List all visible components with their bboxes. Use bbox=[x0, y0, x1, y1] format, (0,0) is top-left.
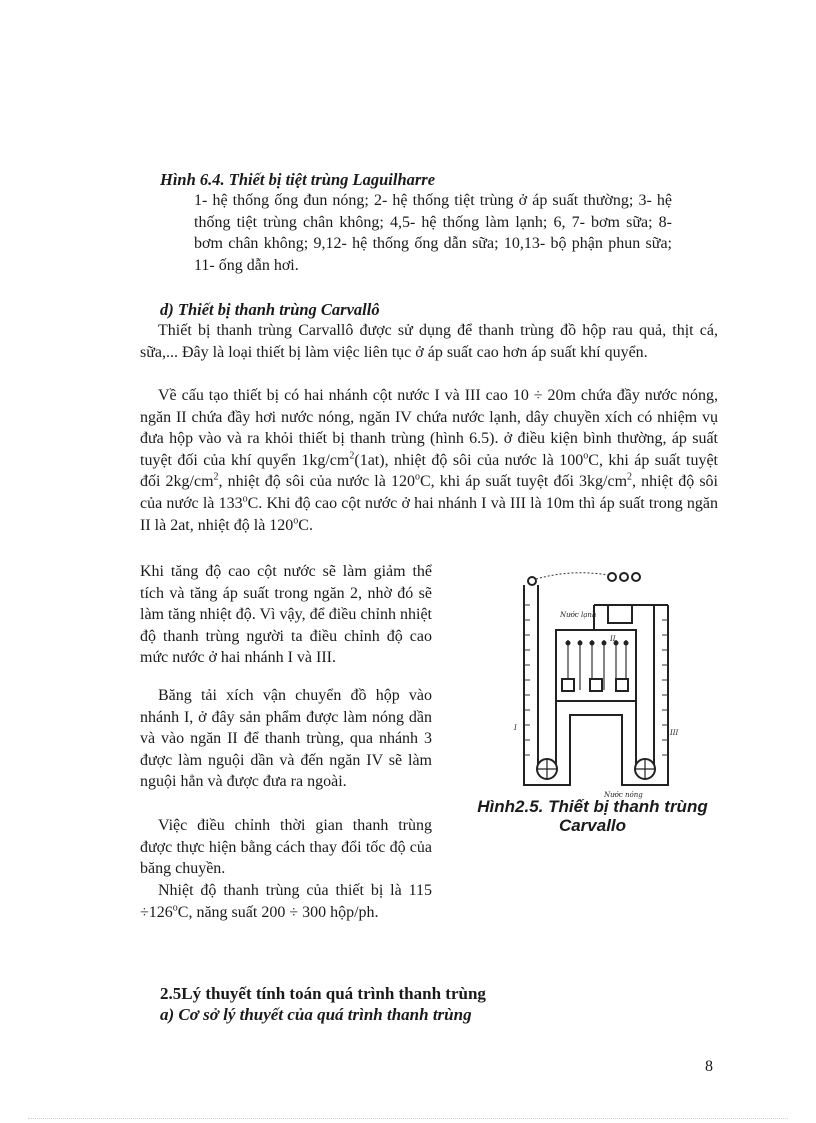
figure-2-5-caption-line1: Hình2.5. Thiết bị thanh trùng bbox=[477, 797, 708, 816]
carvallo-diagram bbox=[512, 565, 680, 805]
paragraph-time-control: Việc điều chỉnh thời gian thanh trùng được thực hiện bằng cách thay đổi tốc độ của băng chuyền. bbox=[140, 817, 432, 878]
section-2-5-heading: 2.5Lý thuyết tính toán quá trình thanh trùng bbox=[160, 984, 486, 1003]
label-cold-water: Nước lạnh bbox=[560, 611, 597, 619]
figure-2-5-caption bbox=[455, 797, 730, 835]
paragraph-temperature: Nhiệt độ thanh trùng của thiết bị là $115 \div 126^oC$, năng suất 200 ÷ 300 hộp/ph. bbox=[140, 882, 432, 921]
figure-2-5-caption-line2: Carvallo bbox=[558, 816, 627, 835]
paragraph-intro: Thiết bị thanh trùng Carvallô được sử dụng để thanh trùng đồ hộp rau quả, thịt cá, sữa,... Đây là loại thiết bị làm việc liên tục ở áp suất cao hơn áp suất khí quyển. bbox=[140, 322, 718, 361]
label-chamber-ii: II bbox=[610, 635, 616, 643]
label-hot-water: Nước nóng bbox=[604, 791, 643, 799]
paragraph-conveyor: Băng tải xích vận chuyển đồ hộp vào nhánh I, ở đây sản phẩm được làm nóng dần và vào ngăn II để thanh trùng, qua nhánh 3 được làm nguội dần và đến ngăn IV sẽ làm nguội hẳn và được đưa ra ngoài. bbox=[140, 687, 432, 791]
label-branch-iii: III bbox=[670, 729, 679, 737]
page-number: 8 bbox=[705, 1058, 713, 1075]
figure-6-4-legend: 1- hệ thống ống đun nóng; 2- hệ thống tiệt trùng ở áp suất thường; 3- hệ thống tiệt trùng chân không; 4,5- hệ thống làm lạnh; 6, 7- bơm sữa; 8- bơm chân không; 9,12- hệ thống ống dẫn sữa; 10,13- bộ phận phun sữa; 11- ống dẫn hơi. bbox=[194, 192, 672, 274]
figure-6-4-title: Hình 6.4. Thiết bị tiệt trùng Laguilharre bbox=[160, 170, 436, 189]
page-bottom-rule bbox=[28, 1118, 788, 1119]
paragraph-height-control: Khi tăng độ cao cột nước sẽ làm giảm thể tích và tăng áp suất trong ngăn 2, nhờ đó sẽ làm tăng nhiệt độ. Vì vậy, để điều chỉnh nhiệt độ thanh trùng người ta điều chỉnh độ cao mức nước ở hai nhánh I và III. bbox=[140, 563, 432, 667]
paragraph-structure: Về cấu tạo thiết bị có hai nhánh cột nước I và III cao 10 ÷ 20m chứa đầy nước nóng, ngăn II chứa đầy hơi nước nóng, ngăn IV chứa nước lạnh, dây chuyền xích có nhiệm vụ đưa hộp vào và ra khỏi thiết bị thanh trùng (hình 6.5). ở điều kiện bình thường, áp suất tuyệt đối của khí quyển $1kg/cm^2(1at)$, nhiệt độ sôi của nước là 100$^o$C, khi áp suất tuyệt đối $2kg/cm^2$, nhiệt độ sôi của nước là 120$^o$C, khi áp suất tuyệt đối $3kg/cm^2$, nhiệt độ sôi của nước là 133$^o$C. Khi độ cao cột nước ở hai nhánh I và III là 10m thì áp suất trong ngăn II là 2at, nhiệt độ là 120$^o$C. bbox=[140, 387, 719, 534]
section-d-title: d) Thiết bị thanh trùng Carvallô bbox=[160, 300, 380, 319]
section-a-subheading: a) Cơ sở lý thuyết của quá trình thanh trùng bbox=[160, 1005, 472, 1024]
label-branch-i: I bbox=[514, 724, 517, 732]
